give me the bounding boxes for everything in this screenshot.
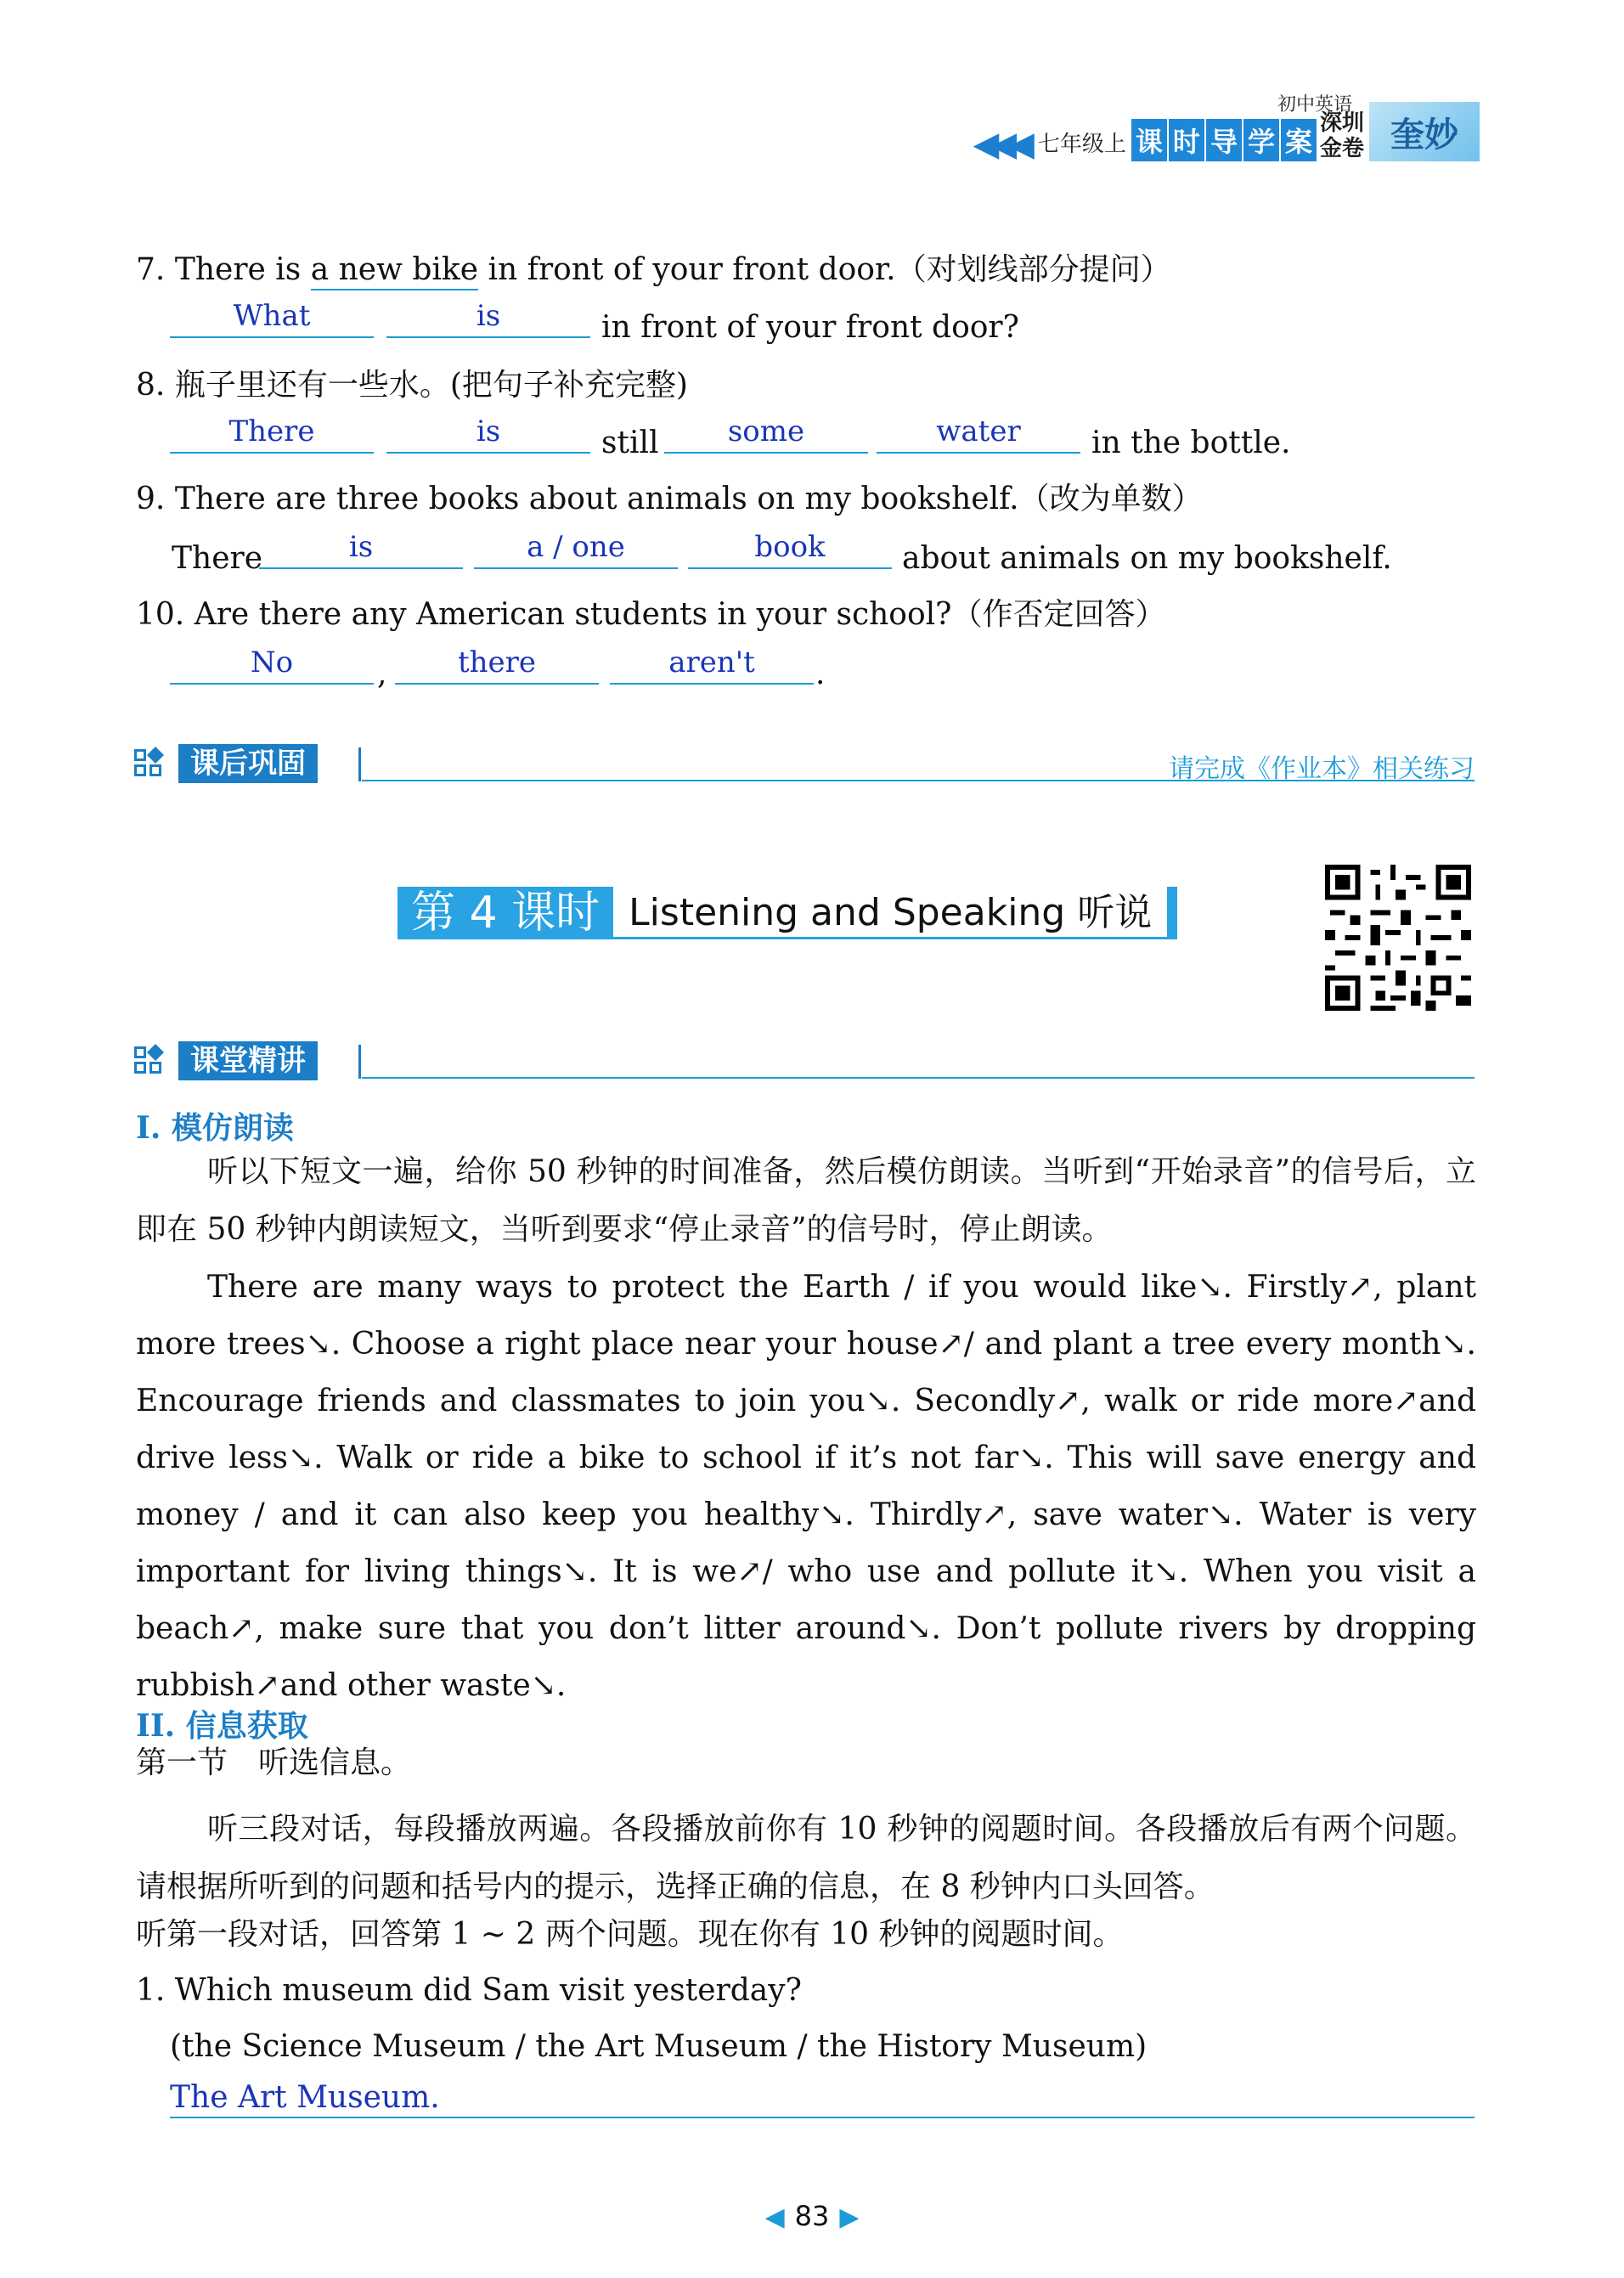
page-header bbox=[973, 93, 1480, 164]
answer-blank[interactable]: is bbox=[259, 530, 463, 569]
answer-blank[interactable]: water bbox=[877, 414, 1080, 454]
section-grid-icon bbox=[134, 749, 168, 783]
lesson-title bbox=[398, 887, 1177, 939]
answer-blank[interactable]: is bbox=[386, 299, 590, 338]
exercise-number: 7. bbox=[136, 252, 166, 287]
answer-blank[interactable]: a / one bbox=[474, 530, 678, 569]
section-in-class bbox=[134, 1041, 1475, 1079]
question-1: 1. Which museum did Sam visit yesterday? bbox=[136, 1973, 802, 2008]
sentence-tail: . bbox=[815, 657, 826, 691]
city-line: 深圳 bbox=[1319, 110, 1364, 136]
header-subject: 初中英语 bbox=[1277, 94, 1352, 116]
reading-passage: There are many ways to protect the Earth / if you would like↘. Firstly↗, plant more trees↘. Choose a right place near your house↗/ and plant a tree every month↘. Encourage friends and classmates to join you↘. Secondly↗, walk or ride more↗and drive less↘. Walk or ride a bike to school if it’s not far↘. This will save energy and money / and it can also keep you healthy↘. Thirdly↗, save water↘. Water is very important for living things↘. It is we↗/ who use and pollute it↘. When you visit a beach↗, make sure that you don’t litter around↘. Don’t pollute rivers by dropping rubbish↗and other waste↘. bbox=[136, 1270, 1476, 1703]
exercise-number: 10. bbox=[136, 597, 185, 632]
exercise-9-prompt bbox=[136, 481, 1203, 518]
sentence-lead: There bbox=[172, 541, 263, 576]
prev-page-icon[interactable]: ◀ bbox=[764, 2202, 785, 2232]
section-tag: 课后巩固 bbox=[178, 744, 318, 783]
header-grade: 七年级上 bbox=[1037, 132, 1126, 157]
page-number bbox=[0, 2200, 1624, 2232]
prompt-text: in front of your front door.（对划线部分提问） bbox=[478, 252, 1171, 287]
prompt-text: 瓶子里还有一些水。(把句子补充完整) bbox=[174, 368, 688, 403]
lesson-number: 第 4 课时 bbox=[398, 887, 613, 939]
series-char: 课 bbox=[1131, 119, 1167, 161]
prompt-text: Are there any American students in your school?（作否定回答） bbox=[194, 597, 1166, 632]
city-line: 金卷 bbox=[1319, 136, 1364, 161]
triple-arrow-icon: ◀◀◀ bbox=[973, 125, 1026, 164]
answer-blank[interactable]: there bbox=[395, 646, 599, 685]
answer-blank[interactable]: What bbox=[170, 299, 374, 338]
exercise-number: 9. bbox=[136, 482, 166, 516]
answer-blank[interactable]: some bbox=[664, 414, 868, 454]
page-number-value: 83 bbox=[794, 2200, 830, 2232]
header-city bbox=[1320, 110, 1364, 161]
part-2-heading: II. 信息获取 bbox=[136, 1708, 308, 1744]
sentence-tail: in front of your front door? bbox=[601, 310, 1019, 345]
section-grid-icon bbox=[134, 1046, 168, 1080]
exercise-10-prompt bbox=[136, 596, 1165, 634]
qr-code-icon[interactable] bbox=[1325, 865, 1471, 1011]
part-1-heading: I. 模仿朗读 bbox=[136, 1110, 294, 1146]
brand-logo: 奎妙 bbox=[1369, 102, 1480, 161]
section-tag: 课堂精讲 bbox=[178, 1041, 318, 1080]
underlined-phrase: a new bike bbox=[311, 252, 478, 290]
exercise-7-prompt bbox=[136, 251, 1171, 289]
exercise-number: 8. bbox=[136, 368, 166, 403]
answer-blank[interactable]: is bbox=[386, 414, 590, 454]
sentence-tail: about animals on my bookshelf. bbox=[902, 541, 1392, 576]
series-char: 学 bbox=[1243, 119, 1279, 161]
part-2-instructions-2: 听第一段对话，回答第 1 ~ 2 两个问题。现在你有 10 秒钟的阅题时间。 bbox=[136, 1917, 1124, 1952]
prompt-text: There are three books about animals on my bookshelf.（改为单数） bbox=[174, 482, 1203, 516]
homework-note: 请完成《作业本》相关练习 bbox=[1169, 754, 1475, 784]
series-char: 时 bbox=[1169, 119, 1204, 161]
answer-blank[interactable]: book bbox=[688, 530, 892, 569]
prompt-text: There is bbox=[174, 252, 311, 287]
answer-blank[interactable]: There bbox=[170, 414, 374, 454]
series-char: 导 bbox=[1206, 119, 1242, 161]
sentence-tail: in the bottle. bbox=[1091, 426, 1291, 460]
question-1-options: (the Science Museum / the Art Museum / the History Museum) bbox=[170, 2029, 1148, 2064]
answer-blank[interactable]: aren't bbox=[610, 646, 814, 685]
exercise-8-prompt bbox=[136, 367, 688, 404]
sentence-mid: still bbox=[601, 426, 659, 460]
section-after-class bbox=[134, 744, 1475, 784]
part-1-instructions: 听以下短文一遍，给你 50 秒钟的时间准备，然后模仿朗读。当听到“开始录音”的信号后，立即在 50 秒钟内朗读短文，当听到要求“停止录音”的信号时，停止朗读。 bbox=[136, 1154, 1476, 1247]
lesson-name: Listening and Speaking 听说 bbox=[613, 887, 1167, 939]
header-series bbox=[1131, 119, 1317, 161]
answer-blank[interactable]: No bbox=[170, 646, 374, 685]
series-char: 案 bbox=[1281, 119, 1317, 161]
separator-comma: , bbox=[377, 657, 387, 691]
part-2-instructions: 听三段对话，每段播放两遍。各段播放前你有 10 秒钟的阅题时间。各段播放后有两个问题。请根据所听到的问题和括号内的提示，选择正确的信息，在 8 秒钟内口头回答。 bbox=[136, 1812, 1476, 1904]
question-1-answer[interactable]: The Art Museum. bbox=[170, 2079, 1475, 2118]
part-2-section: 第一节 听选信息。 bbox=[136, 1745, 412, 1780]
next-page-icon[interactable]: ▶ bbox=[839, 2202, 860, 2232]
